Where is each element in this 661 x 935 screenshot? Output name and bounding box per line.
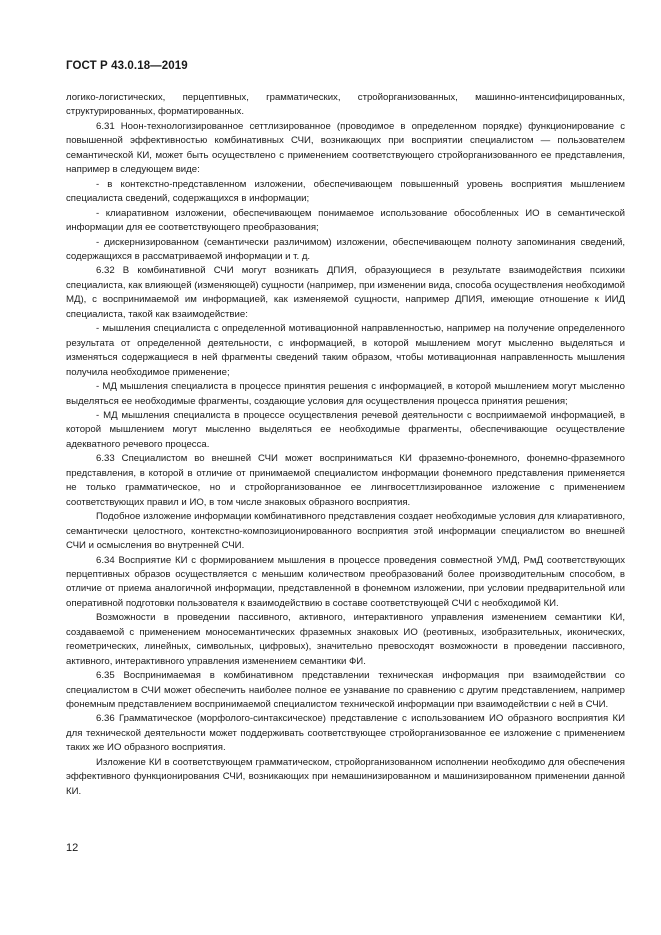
list-item: - в контекстно-представленном изложении, обеспечивающем повышенный уровень восприятия мышлением специалиста сведений, содержащихся в информации; — [66, 178, 625, 205]
paragraph: 6.36 Грамматическое (морфолого-синтаксическое) представление с использованием ИО образного восприятия КИ для технической деятельности может поддерживать соответствующее стройорганизованное ее изложение с применением таких же ИО образного восприятия. — [66, 713, 625, 754]
list-item: - МД мышления специалиста в процессе осуществления речевой деятельности с восприимаемой информацией, в которой мышлением могут мысленно выделяться ее необходимые фрагменты, обеспечивающие осуществление адекватного речевого процесса. — [66, 409, 625, 450]
paragraph: 6.32 В комбинативной СЧИ могут возникать ДПИЯ, образующиеся в результате взаимодействия психики специалиста, как влияющей (изменяющей) сущности (например, при изменении вида, способа осуществления необходимой МД), с воспринимаемой им информацией, как изменяемой сущности, например ДПИЯ, имеющие отношение к ИИД специалиста, такой как взаимодействие: — [66, 265, 625, 320]
paragraph: логико-логистических, перцептивных, грамматических, стройорганизованных, машинно-интенсифицированных, структурированных, форматированных. — [66, 92, 625, 118]
list-item: - МД мышления специалиста в процессе принятия решения с информацией, в которой мышлением могут мысленно выделяться ее необходимые фрагменты, создающие условия для осуществления процесса принятия решения; — [66, 381, 625, 407]
paragraph: 6.35 Воспринимаемая в комбинативном представлении техническая информация при взаимодействии со специалистом в СЧИ может обеспечить наиболее полное ее узнавание по сравнению с другим представлением, например фонемным представлением воспринимаемой специалистом технической информации при взаимодействии с ней в СЧИ. — [66, 670, 625, 711]
paragraph: 6.31 Ноон-технологизированное сеттлизированное (проводимое в определенном порядке) функционирование с повышенной эффективностью комбинативных СЧИ, возникающих при восприятии специалистом — пользователем семантической КИ, может быть осуществлено с применением соответствующего стройорганизованного ее представления, например в следующем виде: — [66, 120, 625, 176]
paragraph: 6.33 Специалистом во внешней СЧИ может восприниматься КИ фраземно-фонемного, фонемно-фраземного представления, в которой в отличие от принимаемой специалистом информации фонемного представления применяется не только грамматическое, но и стройорганизованное ее лингвосеттлизированное изложение с применением соответствующих правил и ИО, в том числе знаковых образного восприятия. — [66, 453, 625, 508]
paragraph: Изложение КИ в соответствующем грамматическом, стройорганизованном исполнении необходимо для обеспечения эффективного функционирования СЧИ, возникающих при немашинизированном и машинизированном применении данной КИ. — [66, 756, 625, 797]
body-text — [66, 91, 625, 799]
list-item: - мышления специалиста с определенной мотивационной направленностью, например на получение определенного результата от определенной деятельности, с информацией, в которой мышлением могут мысленно выделяться и изменяться содержащиеся в ней фрагменты сведений таким образом, чтобы мотивационная направленность мышления получила необходимое применение; — [66, 323, 625, 378]
document-code: ГОСТ Р 43.0.18—2019 — [66, 60, 188, 72]
list-item: - клиаративном изложении, обеспечивающем понимаемое использование обособленных ИО в семантической информации для ее соответствующего преобразования; — [66, 207, 625, 234]
page-number: 12 — [66, 842, 79, 854]
paragraph: Возможности в проведении пассивного, активного, интерактивного управления изменением семантики КИ, создаваемой с применением моносемантических фраземных знаковых ИО (реотивных, изобразительных, иконических, геометрических, линейных, символьных, цифровых), значительно превосходят возможности в проведении пассивного, активного, интерактивного управления изменением семантики ФИ. — [66, 612, 625, 667]
list-item: - дискернизированном (семантически различимом) изложении, обеспечивающем полноту запоминания сведений, содержащихся в рассматриваемой информации и т. д. — [66, 236, 625, 262]
paragraph: Подобное изложение информации комбинативного представления создает необходимые условия для клиаративного, семантически целостного, контекстно-композиционированного восприятия этой информации специалистом во внешней СЧИ и осмысления во внутренней СЧИ. — [66, 511, 625, 552]
paragraph: 6.34 Восприятие КИ с формированием мышления в процессе проведения совместной УМД, РмД соответствующих перцептивных образов осуществляется с меньшим количеством преобразований более производительным способом, в отличие от приема аналогичной информации, представленной в фонемном изложении, при условии предварительной или оперативной подготовки пользователя к взаимодействию в составе соответствующей СЧИ с необходимой КИ. — [66, 554, 625, 609]
